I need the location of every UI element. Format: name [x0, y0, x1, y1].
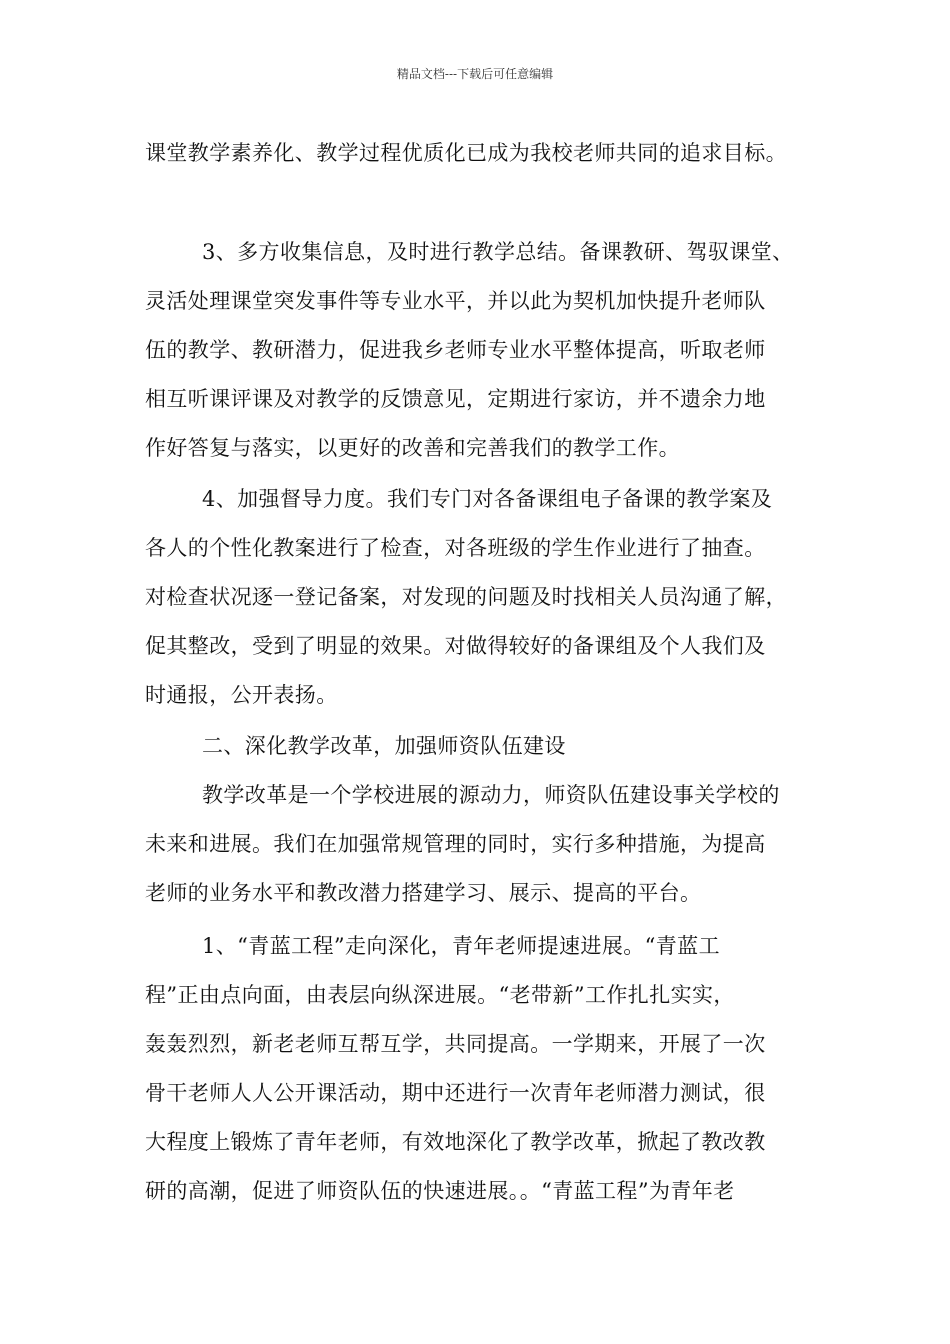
- body-line: 教学改革是一个学校进展的源动力，师资队伍建设事关学校的: [202, 783, 780, 807]
- body-line: 相互听课评课及对教学的反馈意见，定期进行家访，并不遗余力地: [145, 387, 766, 411]
- section-heading: 二、深化教学改革，加强师资队伍建设: [202, 734, 566, 758]
- body-line: 课堂教学素养化、教学过程优质化已成为我校老师共同的追求目标。: [145, 141, 787, 165]
- body-line: 研的高潮，促进了师资队伍的快速进展。。“青蓝工程”为青年老: [145, 1179, 735, 1203]
- body-line: 骨干老师人人公开课活动，期中还进行一次青年老师潜力测试，很: [145, 1081, 766, 1105]
- body-line: 作好答复与落实，以更好的改善和完善我们的教学工作。: [145, 436, 680, 460]
- body-line: 轰轰烈烈，新老老师互帮互学，共同提高。一学期来，开展了一次: [145, 1032, 766, 1056]
- body-line: 各人的个性化教案进行了检查，对各班级的学生作业进行了抽查。: [145, 536, 766, 560]
- body-line: 对检查状况逐一登记备案，对发现的问题及时找相关人员沟通了解，: [145, 585, 787, 609]
- body-line: 程”正由点向面，由表层向纵深进展。“老带新”工作扎扎实实，: [145, 983, 735, 1007]
- body-line: 未来和进展。我们在加强常规管理的同时，实行多种措施，为提高: [145, 832, 766, 856]
- page-header: 精品文档---下载后可任意编辑: [396, 67, 554, 81]
- body-line: 老师的业务水平和教改潜力搭建学习、展示、提高的平台。: [145, 881, 702, 905]
- body-line: 促其整改，受到了明显的效果。对做得较好的备课组及个人我们及: [145, 634, 766, 658]
- body-line: 大程度上锻炼了青年老师，有效地深化了教学改革，掀起了教改教: [145, 1130, 766, 1154]
- body-line: 时通报，公开表扬。: [145, 683, 338, 707]
- body-line: 4、加强督导力度。我们专门对各备课组电子备课的教学案及: [202, 487, 773, 511]
- body-line: 1、“青蓝工程”走向深化，青年老师提速进展。“青蓝工: [202, 934, 720, 958]
- body-line: 伍的教学、教研潜力，促进我乡老师专业水平整体提高，听取老师: [145, 338, 766, 362]
- body-line: 灵活处理课堂突发事件等专业水平，并以此为契机加快提升老师队: [145, 289, 766, 313]
- body-line: 3、多方收集信息，及时进行教学总结。备课教研、驾驭课堂、: [202, 240, 794, 264]
